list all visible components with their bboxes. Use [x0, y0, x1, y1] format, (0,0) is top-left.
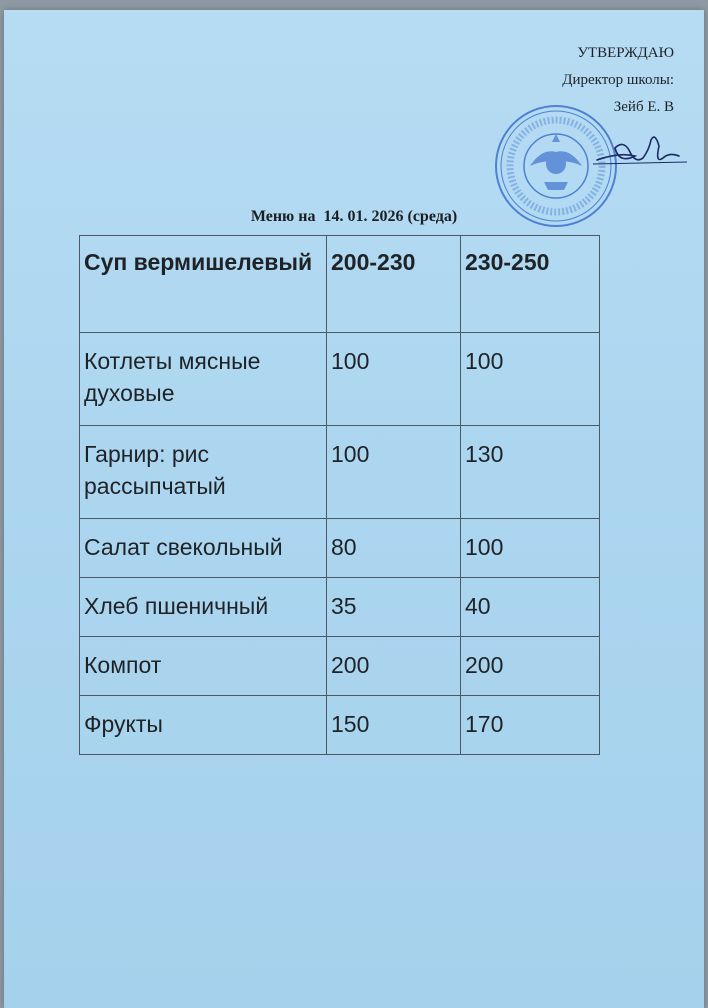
portion-small: 100 [327, 426, 461, 519]
dish-name: Котлеты мясные духовые [80, 333, 327, 426]
table-row [80, 696, 600, 755]
dish-name: Компот [80, 637, 327, 696]
portion-large: 40 [461, 578, 600, 637]
portion-small: 35 [327, 578, 461, 637]
menu-table [79, 235, 600, 755]
portion-small: 200 [327, 637, 461, 696]
dish-name: Гарнир: рис рассыпчатый [80, 426, 327, 519]
header-dish: Суп вермишелевый [80, 236, 327, 333]
dish-name: Хлеб пшеничный [80, 578, 327, 637]
portion-large: 100 [461, 333, 600, 426]
portion-large: 170 [461, 696, 600, 755]
portion-large: 200 [461, 637, 600, 696]
portion-large: 100 [461, 519, 600, 578]
menu-title: Меню на 14. 01. 2026 (среда) [250, 208, 458, 225]
portion-small: 80 [327, 519, 461, 578]
dish-name: Салат свекольный [80, 519, 327, 578]
table-row [80, 637, 600, 696]
table-row [80, 578, 600, 637]
table-row [80, 519, 600, 578]
table-row [80, 333, 600, 426]
director-signature [589, 122, 689, 182]
header-portion-2: 230-250 [461, 236, 600, 333]
portion-small: 150 [327, 696, 461, 755]
portion-large: 130 [461, 426, 600, 519]
portion-small: 100 [327, 333, 461, 426]
dish-name: Фрукты [80, 696, 327, 755]
menu-header-row [80, 236, 600, 333]
menu-sheet [4, 10, 704, 1008]
header-portion-1: 200-230 [327, 236, 461, 333]
director-name: Зейб Е. В [613, 99, 674, 115]
approval-heading: УТВЕРЖДАЮ [577, 45, 674, 61]
table-row [80, 426, 600, 519]
director-title: Директор школы: [562, 72, 674, 88]
